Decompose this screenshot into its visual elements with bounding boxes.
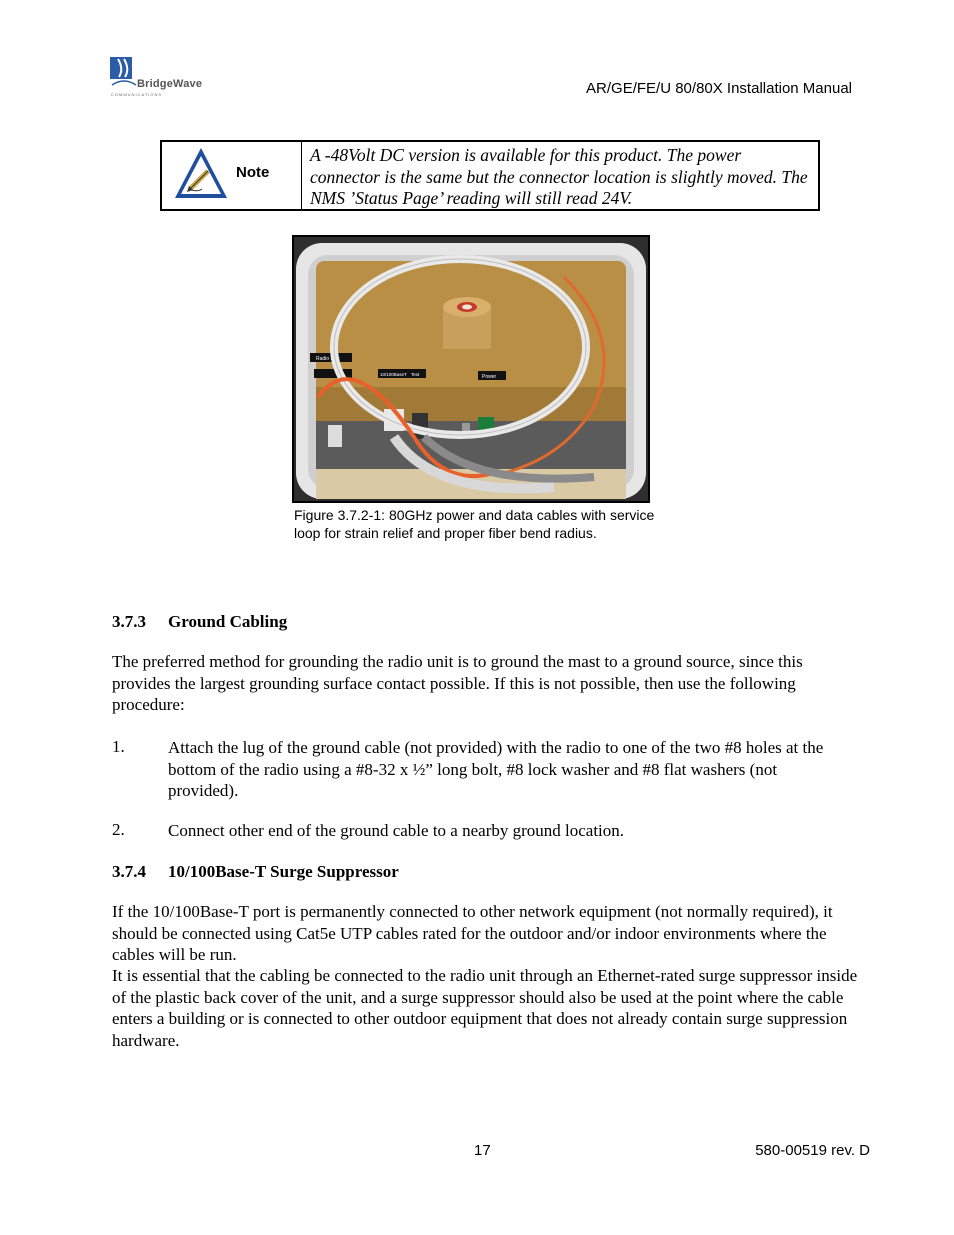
radio-link-label: Radio Link [316, 356, 340, 362]
figure-photo [292, 235, 650, 503]
header-title: AR/GE/FE/U 80/80X Installation Manual [586, 80, 852, 97]
list-item-text: Attach the lug of the ground cable (not provided) with the radio to one of the two #8 holes at the bottom of the radio using a #8-32 x ½” long bolt, #8 lock washer and #8 flat washers (not provided). [168, 738, 824, 800]
list-item-number: 1. [112, 737, 125, 756]
pencil-warning-icon [172, 145, 230, 201]
document-revision: 580-00519 rev. D [755, 1142, 870, 1159]
page-number: 17 [474, 1142, 491, 1159]
note-box [160, 140, 820, 211]
section-title: Ground Cabling [168, 612, 288, 631]
section-heading-3-7-3 [112, 612, 287, 632]
list-item-text: Connect other end of the ground cable to a nearby ground location. [168, 821, 625, 840]
note-text: A -48Volt DC version is available for this product. The power connector is the same but the connector location is slightly moved. The NMS ’Status Page’ reading will still read 24V. [310, 145, 808, 208]
logo-text: BridgeWave [137, 78, 203, 90]
note-label: Note [236, 164, 270, 181]
radio-unit-photo [294, 237, 648, 501]
section-title: 10/100Base-T Surge Suppressor [168, 862, 399, 881]
logo-subtext: COMMUNICATIONS [111, 92, 163, 97]
list-item-number: 2. [112, 820, 125, 839]
figure-caption: Figure 3.7.2-1: 80GHz power and data cables with service loop for strain relief and proper fiber bend radius. [294, 507, 655, 541]
section-number: 3.7.4 [112, 862, 146, 881]
section-number: 3.7.3 [112, 612, 146, 631]
section-heading-3-7-4 [112, 862, 399, 882]
ground-cabling-paragraph: The preferred method for grounding the radio unit is to ground the mast to a ground source, since this provides the largest grounding surface contact possible. If this is not possible, then use the following procedure: [112, 652, 803, 714]
note-divider [301, 142, 302, 209]
port-label: 10/100BaseT [380, 372, 407, 377]
power-label: Power [482, 374, 497, 380]
test-label: Test [411, 372, 420, 377]
surge-paragraph-2: It is essential that the cabling be connected to the radio unit through an Ethernet-rated surge suppressor inside of the plastic back cover of the unit, and a surge suppressor should also be used at the point where the cable enters a building or is connected to other outdoor equipment that does not already contain surge suppression hardware. [112, 966, 858, 1050]
surge-paragraph-1: If the 10/100Base-T port is permanently connected to other network equipment (not normally required), it should be connected using Cat5e UTP cables rated for the outdoor and/or indoor environments where the cables will be run. [112, 902, 833, 964]
